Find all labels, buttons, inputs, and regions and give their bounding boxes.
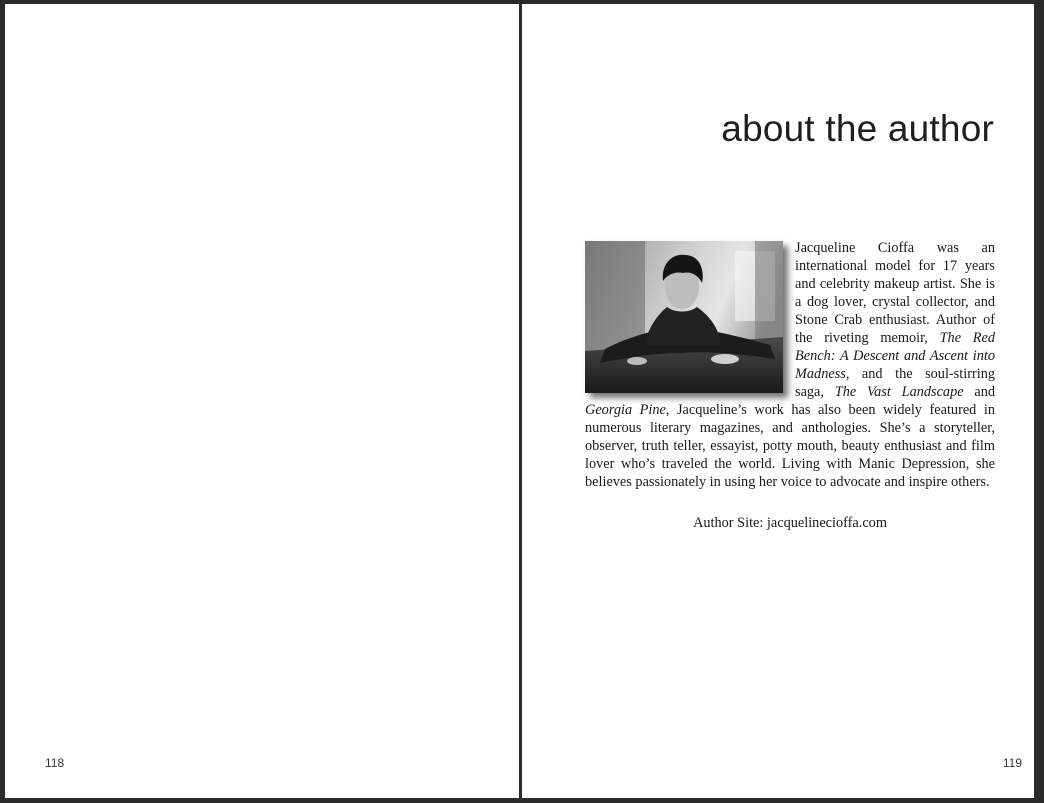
bio-text: , and the soul-stirring saga, [795,366,995,400]
book-title-georgia-pine: Georgia Pine [585,402,666,418]
bio-text: and [963,384,995,400]
page-number-right: 119 [1002,756,1022,770]
left-page [5,4,519,798]
chapter-title: about the author [721,108,994,149]
book-title-vast-landscape: The Vast Landscape [834,384,964,400]
author-site: Author Site: jacquelinecioffa.com [693,515,887,531]
bio-text: Jacqueline Cioffa was an international model for 17 years and celebrity makeup artist. She is a dog lover, crystal collector, and Stone Crab enthusiast. Author of the riveting memoir, [795,240,995,346]
author-photo [585,241,783,393]
bio-text: , Jacqueline’s work has also been widely featured in numerous literary magazines, and anthologies. She’s a storyteller, observer, truth teller, essayist, potty mouth, beauty enthusiast and film lover who’s traveled the world. Living with Manic Depression, she believes passionately in using her voice to advocate and inspire others. [585,402,995,490]
page-number-left: 118 [45,756,65,770]
book-title-red-bench: The Red Bench: A Descent and Ascent into Madness [795,330,995,382]
right-page [522,4,1034,798]
author-bio [585,239,995,491]
